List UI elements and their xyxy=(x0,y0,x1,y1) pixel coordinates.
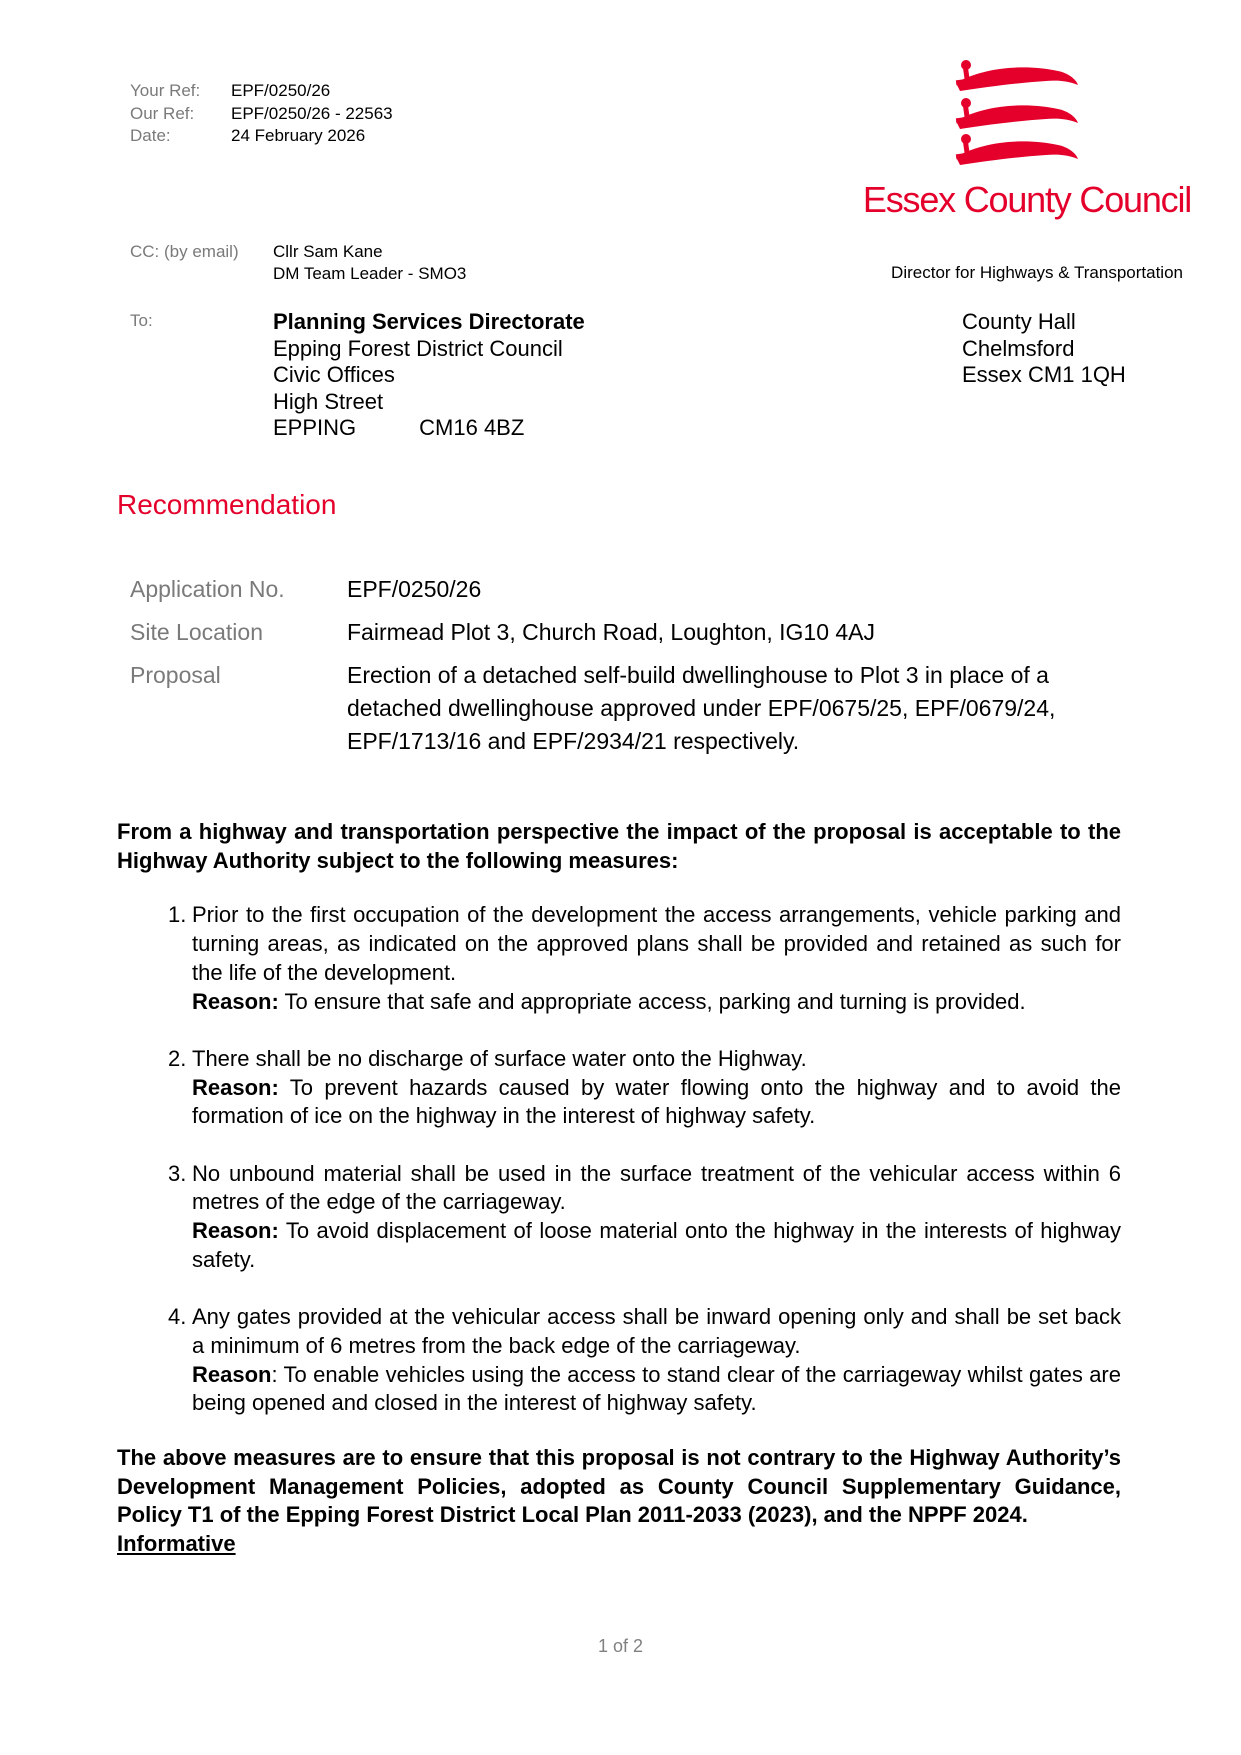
intro-statement: From a highway and transportation perspective the impact of the proposal is acceptable to the Highway Authority subject to the following measures: xyxy=(117,819,1121,873)
our-ref-value: EPF/0250/26 - 22563 xyxy=(231,103,393,123)
address-line: Civic Offices xyxy=(273,362,395,387)
reason-label: Reason: xyxy=(192,1218,279,1244)
conclusion-statement: The above measures are to ensure that this proposal is not contrary to the Highway Authority’s Development Management Policies, adopted as County Council Supplementary Guidance, Policy T1 of the Epping Forest District Local Plan 2011-2033 (2023), and the NPPF 2024. xyxy=(117,1445,1121,1528)
condition-number: 3. xyxy=(168,1160,187,1186)
application-label: Application No. xyxy=(130,576,285,602)
address-postcode: CM16 4BZ xyxy=(419,415,525,440)
cc-row xyxy=(130,241,466,263)
condition-number: 4. xyxy=(168,1304,187,1330)
reason-text: To prevent hazards caused by water flowing onto the highway and to avoid the formation of ice on the highway in the interest of highway safety. xyxy=(192,1074,1121,1129)
reason-label: Reason: xyxy=(192,988,279,1014)
your-ref-value: EPF/0250/26 xyxy=(231,81,331,100)
cc-recipient: DM Team Leader - SMO3 xyxy=(273,263,467,283)
date-label: Date: xyxy=(130,126,171,145)
recipient-name: Planning Services Directorate xyxy=(273,309,585,334)
application-details xyxy=(130,573,1127,768)
condition-text: No unbound material shall be used in the surface treatment of the vehicular access within 6 metres of the edge of the carriageway. xyxy=(192,1160,1121,1215)
council-brand-text: Essex County Council xyxy=(862,179,1192,220)
reason-text: : To enable vehicles using the access to stand clear of the carriageway whilst gates are being opened and closed in the interest of highway safety. xyxy=(192,1361,1121,1416)
condition-text: Any gates provided at the vehicular access shall be inward opening only and shall be set back a minimum of 6 metres from the back edge of the carriageway. xyxy=(192,1304,1121,1358)
date-row xyxy=(130,125,393,148)
condition-text: There shall be no discharge of surface water onto the Highway. xyxy=(192,1045,807,1071)
our-ref-row xyxy=(130,103,393,126)
condition-item xyxy=(117,1045,1121,1131)
section-heading: Recommendation xyxy=(117,489,337,520)
conditions-list xyxy=(117,901,1121,1418)
condition-number: 1. xyxy=(168,902,187,928)
your-ref-label: Your Ref: xyxy=(130,81,201,100)
to-label: To: xyxy=(130,311,153,330)
application-row xyxy=(130,573,1127,606)
reference-block xyxy=(130,80,393,148)
cc-label: CC: (by email) xyxy=(130,242,239,261)
application-label: Site Location xyxy=(130,619,263,645)
recipient-address xyxy=(273,309,585,442)
recommendation-body xyxy=(117,818,1121,1559)
application-value: Fairmead Plot 3, Church Road, Loughton, IG10 4AJ xyxy=(347,619,876,645)
cc-row xyxy=(130,263,466,285)
address-line: County Hall xyxy=(962,309,1076,334)
address-line: Chelmsford xyxy=(962,335,1075,361)
reason-label: Reason: xyxy=(192,1074,279,1100)
condition-text: Prior to the first occupation of the development the access arrangements, vehicle parking and turning areas, as indicated on the approved plans shall be provided and retained as such for the life of the development. xyxy=(192,902,1121,985)
director-title: Director for Highways & Transportation xyxy=(891,263,1183,282)
address-line: Essex CM1 1QH xyxy=(962,362,1126,387)
address-line: High Street xyxy=(273,388,384,414)
essex-county-council-logo xyxy=(852,55,1202,225)
reason-label: Reason xyxy=(192,1361,272,1387)
seaxes-emblem-icon xyxy=(950,55,1080,167)
informative-heading: Informative xyxy=(117,1531,236,1557)
condition-item xyxy=(117,901,1121,1016)
cc-recipient: Cllr Sam Kane xyxy=(273,242,383,261)
our-ref-label: Our Ref: xyxy=(130,103,195,123)
reason-text: To avoid displacement of loose material onto the highway in the interests of highway safety. xyxy=(192,1218,1121,1272)
page-number: 1 of 2 xyxy=(597,1636,644,1656)
application-row xyxy=(130,659,1127,758)
cc-block xyxy=(130,241,466,284)
application-value: EPF/0250/26 xyxy=(347,576,482,602)
application-label: Proposal xyxy=(130,662,221,688)
application-value: Erection of a detached self-build dwellinghouse to Plot 3 in place of a detached dwellinghouse approved under EPF/0675/25, EPF/0679/24, EPF/1713/16 and EPF/2934/21 respectively. xyxy=(347,662,1056,754)
reason-text: To ensure that safe and appropriate access, parking and turning is provided. xyxy=(284,988,1026,1014)
address-town-line xyxy=(273,415,585,442)
condition-item xyxy=(117,1160,1121,1275)
condition-number: 2. xyxy=(168,1045,187,1071)
condition-item xyxy=(117,1303,1121,1418)
address-line: Epping Forest District Council xyxy=(273,335,563,361)
application-row xyxy=(130,616,1127,649)
your-ref-row xyxy=(130,80,393,103)
sender-address xyxy=(962,309,1126,389)
address-town: EPPING xyxy=(273,415,357,440)
date-value: 24 February 2026 xyxy=(231,126,366,145)
